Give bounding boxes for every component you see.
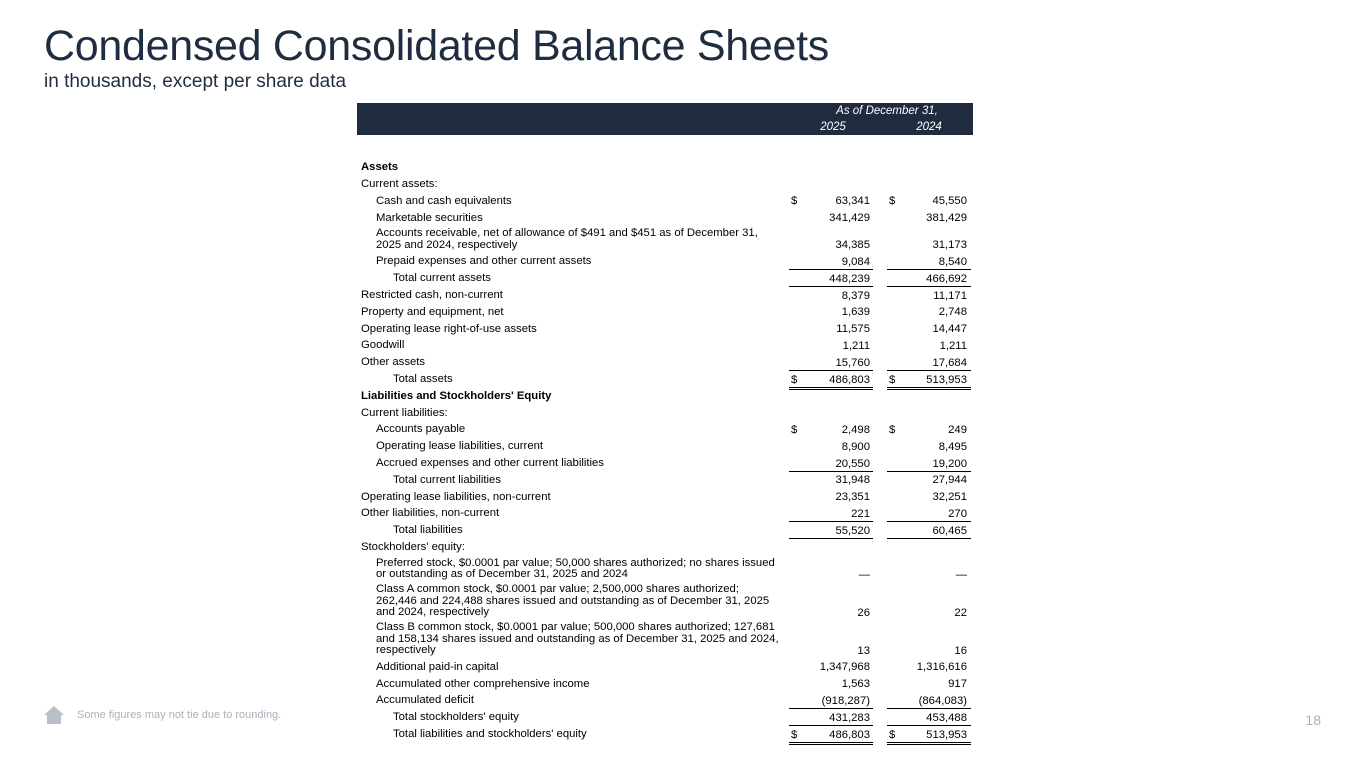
table-row: [357, 582, 973, 620]
table-row: [357, 252, 973, 269]
value-2025: 63,341: [835, 195, 870, 208]
currency-symbol-2024: $: [889, 373, 896, 386]
table-header: [357, 103, 973, 135]
value-2024: 11,171: [933, 289, 967, 302]
value-2024: 1,316,616: [916, 661, 967, 674]
value-2024: —: [955, 568, 967, 581]
table-row: [357, 175, 973, 192]
value-2024: 17,684: [932, 356, 967, 369]
value-2025: 8,900: [841, 440, 870, 453]
value-2024: 22: [954, 606, 967, 619]
table-row: [357, 487, 973, 504]
currency-symbol-2025: $: [791, 728, 798, 741]
row-label: Property and equipment, net: [361, 305, 504, 318]
table-row: [357, 691, 973, 708]
underline-rule: [887, 744, 971, 745]
row-label: Current assets:: [361, 178, 438, 191]
row-label: Assets: [361, 161, 399, 174]
column-2025: 2025: [820, 121, 846, 133]
value-2025: 11,575: [836, 323, 870, 336]
value-2024: 27,944: [932, 474, 967, 487]
table-row: [357, 208, 973, 225]
as-of-label: As of December 31,: [836, 105, 938, 117]
table-row: [357, 387, 973, 404]
table-row: [357, 420, 973, 437]
value-2025: 34,385: [835, 239, 870, 252]
page-number: 18: [1305, 712, 1321, 728]
row-label: Other liabilities, non-current: [361, 507, 500, 520]
row-label: Current liabilities:: [361, 406, 448, 419]
home-icon[interactable]: [43, 705, 65, 725]
value-2024: (864,083): [918, 694, 967, 707]
row-label: Operating lease right-of-use assets: [361, 322, 537, 335]
value-2025: 431,283: [829, 711, 870, 724]
table-row: [357, 158, 973, 175]
value-2025: (918,287): [821, 694, 870, 707]
value-2024: 917: [948, 678, 967, 691]
table-body: [357, 158, 973, 742]
row-label: Accounts receivable, net of allowance of $491 and $451 as of December 31, 2025 and 2024, respectively: [376, 227, 758, 251]
table-row: [357, 225, 973, 252]
value-2025: 1,639: [841, 306, 870, 319]
row-label: Total assets: [393, 373, 453, 386]
row-label: Additional paid-in capital: [376, 660, 499, 673]
table-row: [357, 620, 973, 658]
table-row: [357, 454, 973, 471]
value-2025: 8,379: [841, 289, 870, 302]
value-2024: 2,748: [938, 306, 967, 319]
table-row: [357, 336, 973, 353]
currency-symbol-2025: $: [791, 195, 798, 208]
row-label: Total liabilities and stockholders' equity: [393, 728, 587, 741]
row-label: Accumulated other comprehensive income: [376, 677, 590, 690]
underline-rule: [789, 744, 873, 745]
row-label: Total liabilities: [393, 524, 463, 537]
row-label: Restricted cash, non-current: [361, 289, 503, 302]
value-2024: 513,953: [926, 728, 967, 741]
value-2025: 9,084: [841, 255, 870, 268]
value-2024: 32,251: [932, 491, 967, 504]
value-2024: 14,447: [932, 323, 967, 336]
table-row: [357, 192, 973, 209]
value-2025: 1,347,968: [819, 661, 870, 674]
table-row: [357, 370, 973, 387]
value-2025: 26: [857, 606, 870, 619]
underline-rule: [887, 742, 971, 743]
table-row: [357, 504, 973, 521]
value-2025: 23,351: [835, 491, 870, 504]
page-subtitle: in thousands, except per share data: [44, 71, 347, 92]
row-label: Accounts payable: [376, 423, 466, 436]
value-2024: 466,692: [926, 272, 967, 285]
footer-note: Some figures may not tie due to rounding.: [77, 709, 282, 721]
table-row: [357, 303, 973, 320]
table-row: [357, 353, 973, 370]
row-label: Marketable securities: [376, 211, 483, 224]
value-2025: 13: [857, 644, 870, 657]
value-2024: 45,550: [932, 195, 967, 208]
row-label: Stockholders' equity:: [361, 541, 465, 554]
currency-symbol-2024: $: [889, 423, 896, 436]
underline-rule: [789, 742, 873, 743]
value-2024: 8,495: [938, 440, 967, 453]
value-2025: 20,550: [835, 457, 870, 470]
row-label: Cash and cash equivalents: [376, 194, 512, 207]
value-2025: —: [858, 568, 870, 581]
currency-symbol-2024: $: [889, 195, 896, 208]
row-label: Preferred stock, $0.0001 par value; 50,000 shares authorized; no shares issued or outstanding as of December 31, 2025 and 2024: [376, 556, 775, 581]
value-2024: 513,953: [926, 373, 967, 386]
value-2025: 1,211: [842, 339, 870, 352]
table-row: [357, 674, 973, 691]
table-row: [357, 725, 973, 742]
table-row: [357, 471, 973, 488]
value-2024: 249: [948, 423, 967, 436]
value-2024: 270: [948, 507, 967, 520]
value-2025: 341,429: [829, 212, 870, 225]
value-2024: 31,173: [932, 239, 967, 252]
table-row: [357, 658, 973, 675]
row-label: Class B common stock, $0.0001 par value; 500,000 shares authorized; 127,681 and 158,134 shares issued and outstanding as of December 31, 2025 and 2024, respectively: [376, 621, 779, 657]
value-2024: 1,211: [939, 339, 967, 352]
column-2024: 2024: [916, 121, 942, 133]
table-row: [357, 319, 973, 336]
currency-symbol-2024: $: [889, 728, 896, 741]
row-label: Goodwill: [361, 339, 405, 352]
row-label: Liabilities and Stockholders' Equity: [361, 389, 552, 402]
value-2024: 60,465: [932, 524, 967, 537]
row-label: Operating lease liabilities, non-current: [361, 490, 551, 503]
row-label: Prepaid expenses and other current assets: [376, 255, 592, 268]
table-row: [357, 286, 973, 303]
row-label: Total current assets: [393, 272, 491, 285]
table-row: [357, 403, 973, 420]
row-label: Operating lease liabilities, current: [376, 440, 544, 453]
value-2025: 486,803: [829, 373, 870, 386]
row-label: Total current liabilities: [393, 473, 501, 486]
row-label: Accumulated deficit: [376, 694, 474, 707]
row-label: Total stockholders' equity: [393, 711, 519, 724]
value-2025: 1,563: [841, 678, 870, 691]
value-2025: 448,239: [829, 272, 870, 285]
value-2025: 55,520: [835, 524, 870, 537]
table-row: [357, 555, 973, 582]
row-label: Class A common stock, $0.0001 par value; 2,500,000 shares authorized; 262,446 and 224,488 shares issued and outstanding as of December 31, 2025 and 2024, respectively: [376, 583, 770, 619]
value-2025: 221: [851, 507, 870, 520]
balance-sheet-table: [357, 103, 973, 742]
value-2024: 19,200: [932, 457, 967, 470]
table-row: [357, 437, 973, 454]
table-row: [357, 269, 973, 286]
currency-symbol-2025: $: [791, 423, 798, 436]
value-2025: 31,948: [835, 474, 870, 487]
value-2025: 15,760: [835, 356, 870, 369]
value-2024: 381,429: [926, 212, 967, 225]
value-2025: 2,498: [841, 423, 870, 436]
value-2024: 453,488: [926, 711, 967, 724]
table-row: [357, 521, 973, 538]
table-row: [357, 708, 973, 725]
value-2024: 16: [954, 644, 967, 657]
value-2025: 486,803: [829, 728, 870, 741]
currency-symbol-2025: $: [791, 373, 798, 386]
row-label: Accrued expenses and other current liabilities: [376, 457, 604, 470]
page-title: Condensed Consolidated Balance Sheets: [44, 22, 829, 70]
table-row: [357, 538, 973, 555]
row-label: Other assets: [361, 356, 426, 369]
value-2024: 8,540: [938, 255, 967, 268]
